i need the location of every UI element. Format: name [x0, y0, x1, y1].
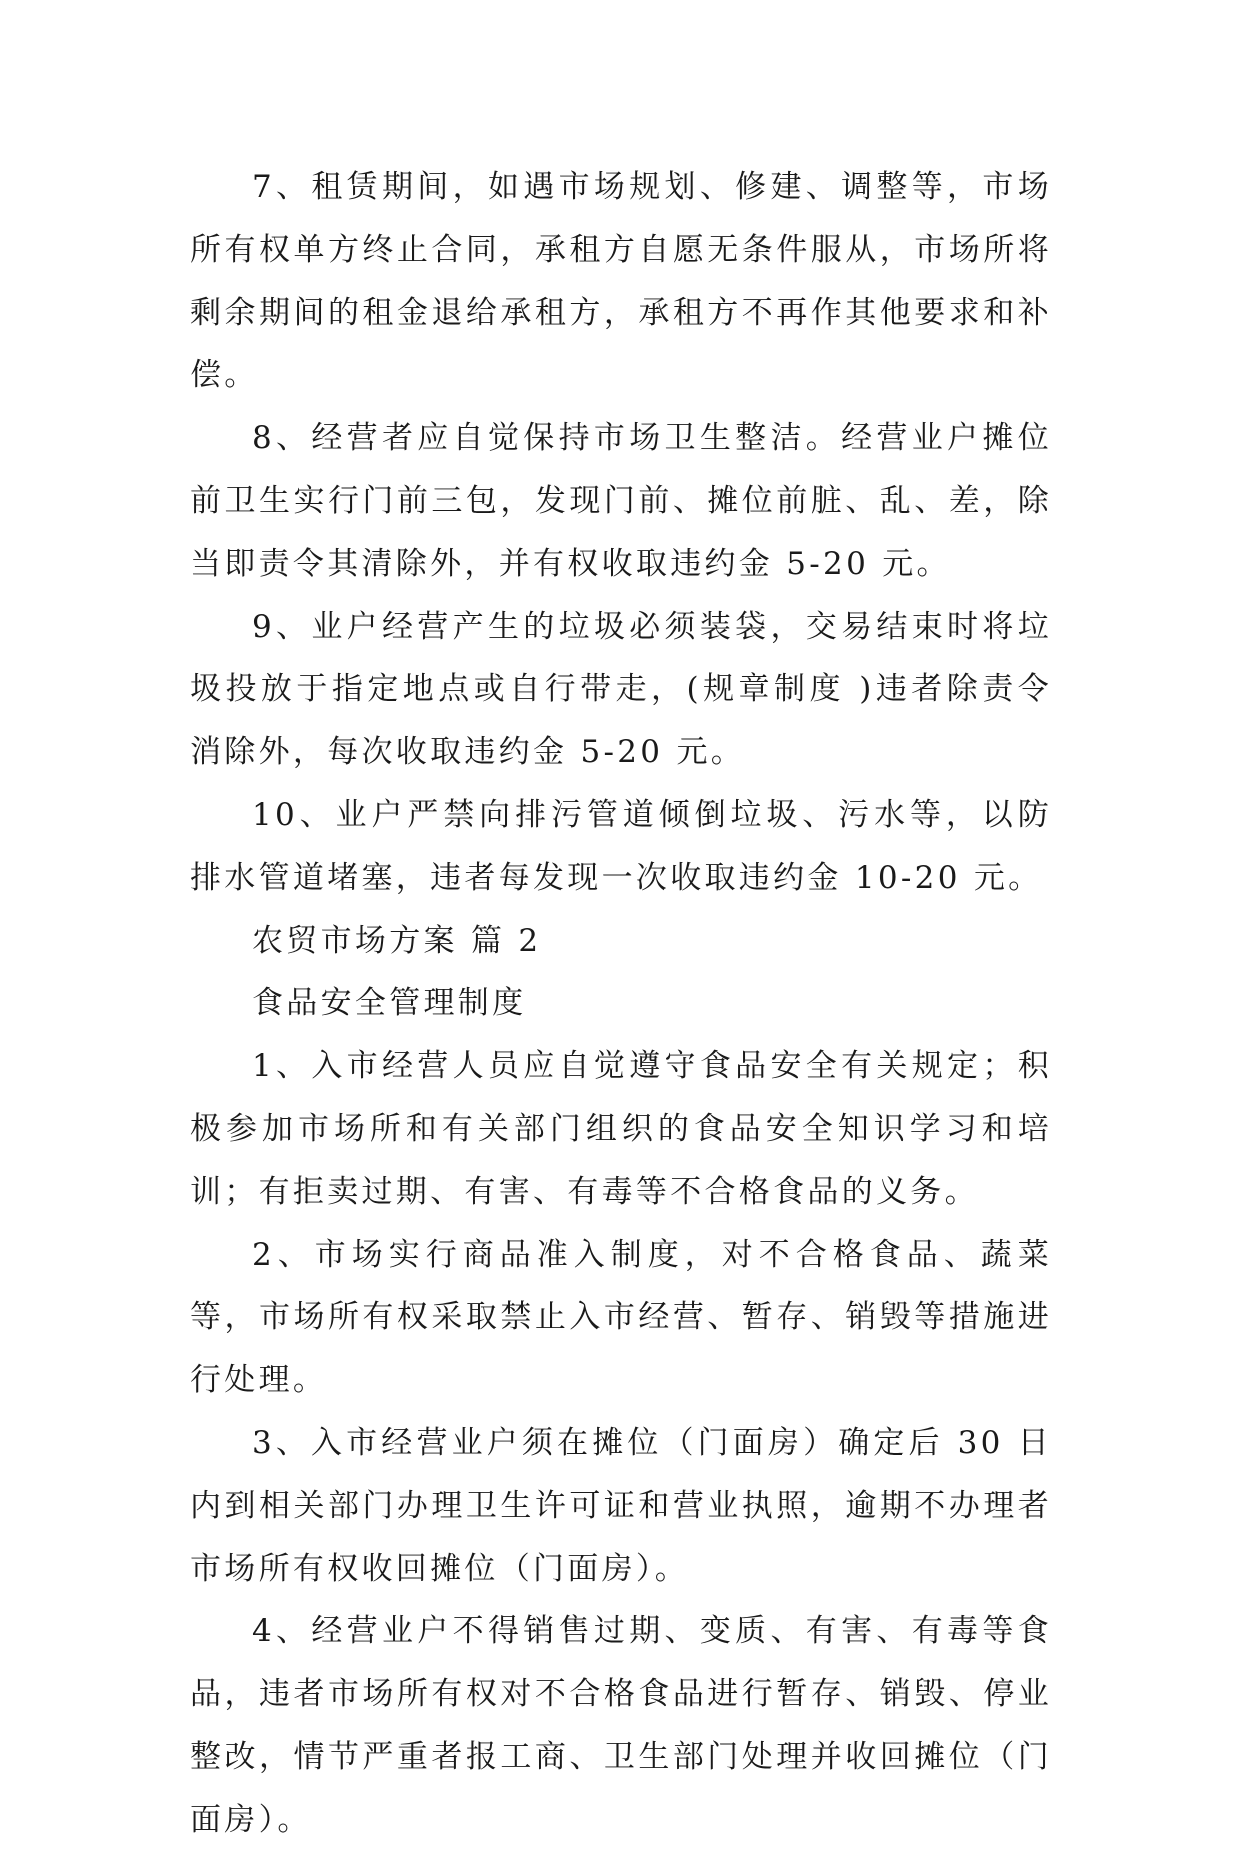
food-clause-2-paragraph: 2、市场实行商品准入制度，对不合格食品、蔬菜等，市场所有权采取禁止入市经营、暂存、销毁等措施进行处理。	[190, 1236, 1052, 1399]
section-heading: 农贸市场方案 篇 2	[252, 922, 542, 959]
food-clause-3-paragraph: 3、入市经营业户须在摊位（门面房）确定后 30 日内到相关部门办理卫生许可证和营业执照，逾期不办理者市场所有权收回摊位（门面房）。	[190, 1424, 1052, 1587]
food-clause-1-paragraph: 1、入市经营人员应自觉遵守食品安全有关规定；积极参加市场所和有关部门组织的食品安全知识学习和培训；有拒卖过期、有害、有毒等不合格食品的义务。	[190, 1048, 1052, 1210]
clause-8-paragraph: 8、经营者应自觉保持市场卫生整洁。经营业户摊位前卫生实行门前三包，发现门前、摊位前脏、乱、差，除当即责令其清除外，并有权收取违约金 5-20 元。	[190, 420, 1052, 582]
clause-7-paragraph: 7、租赁期间，如遇市场规划、修建、调整等，市场所有权单方终止合同，承租方自愿无条件服从，市场所将剩余期间的租金退给承租方，承租方不再作其他要求和补偿。	[190, 169, 1052, 394]
subsection-heading: 食品安全管理制度	[252, 985, 527, 1022]
clause-10-paragraph: 10、业户严禁向排污管道倾倒垃圾、污水等，以防排水管道堵塞，违者每发现一次收取违约金 10-20 元。	[190, 796, 1052, 896]
clause-9-paragraph: 9、业户经营产生的垃圾必须装袋，交易结束时将垃圾投放于指定地点或自行带走，(规章制度 )违者除责令消除外，每次收取违约金 5-20 元。	[190, 608, 1052, 771]
document-body	[190, 156, 1052, 1852]
food-clause-4-paragraph: 4、经营业户不得销售过期、变质、有害、有毒等食品，违者市场所有权对不合格食品进行暂存、销毁、停业整改，情节严重者报工商、卫生部门处理并收回摊位（门面房）。	[190, 1613, 1052, 1838]
